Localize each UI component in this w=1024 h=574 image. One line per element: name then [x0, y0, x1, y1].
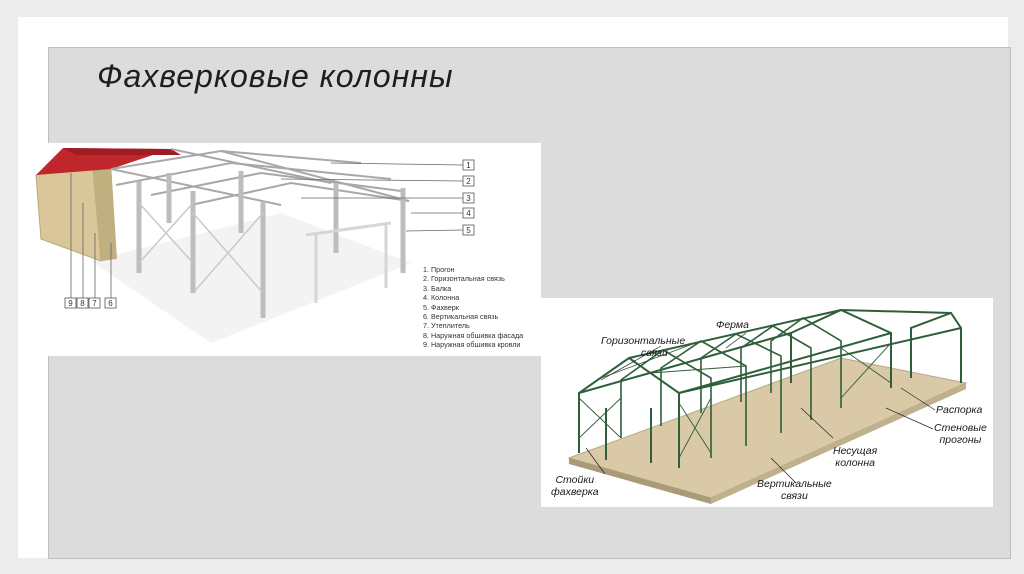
part-number-6: 6 — [108, 299, 113, 308]
label-line: фахверка — [551, 486, 599, 498]
label-frame-posts — [551, 474, 599, 498]
label-vertical-bracing — [757, 478, 832, 502]
part-number-4: 4 — [466, 209, 471, 218]
part-number-1: 1 — [466, 161, 471, 170]
wall-cladding — [36, 167, 101, 261]
part-number-8: 8 — [80, 299, 85, 308]
part-number-3: 3 — [466, 194, 471, 203]
legend-item: 3. Балка — [423, 283, 452, 293]
legend-item: 2. Горизонтальная связь — [423, 274, 505, 284]
label-line: связи — [780, 490, 808, 502]
legend-item: 1. Прогон — [423, 265, 455, 274]
part-number-2: 2 — [466, 177, 471, 186]
legend-item: 7. Утеплитель — [423, 321, 470, 331]
label-strut: Распорка — [936, 404, 983, 416]
legend-item: 5. Фахверк — [423, 302, 459, 312]
label-line: колонна — [835, 457, 875, 469]
parts-legend — [423, 265, 523, 350]
label-line: Горизонтальные — [601, 335, 686, 347]
label-line: связи — [641, 347, 668, 359]
label-line: Стойки — [555, 474, 595, 486]
label-line: Стеновые — [934, 422, 987, 434]
legend-item: 8. Наружная обшивка фасада — [423, 330, 524, 340]
label-line: Несущая — [833, 445, 878, 457]
part-number-5: 5 — [466, 226, 471, 235]
label-load-bearing-column — [833, 445, 877, 469]
label-wall-purlins — [934, 422, 987, 446]
label-line: Вертикальные — [757, 478, 832, 490]
label-truss: Ферма — [716, 319, 749, 331]
legend-item: 6. Вертикальная связь — [423, 312, 499, 322]
part-number-7: 7 — [92, 299, 97, 308]
legend-item: 9. Наружная обшивка кровли — [423, 340, 521, 350]
label-horizontal-bracing — [601, 335, 685, 359]
steel-frame-illustration — [541, 298, 993, 507]
legend-item: 4. Колонна — [423, 293, 460, 303]
slide-title: Фахверковые колонны — [97, 58, 454, 94]
part-number-9: 9 — [68, 299, 73, 308]
steel-frame-drawing — [541, 298, 993, 507]
label-line: прогоны — [939, 434, 982, 446]
